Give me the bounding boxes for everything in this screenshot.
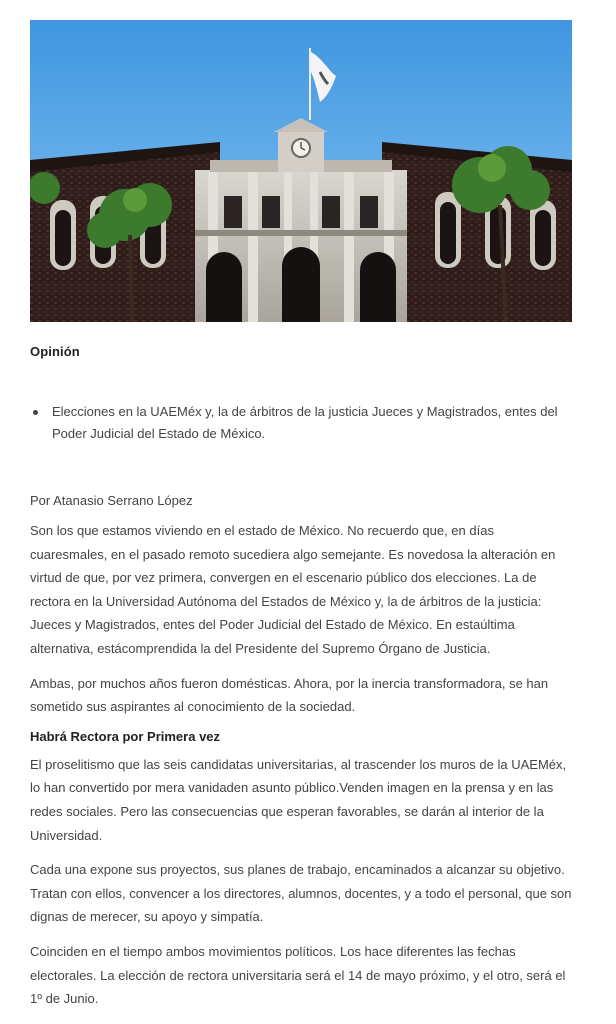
article-summary-bullet: Elecciones en la UAEMéx y, la de árbitros de la justicia Jueces y Magistrados, entes del Poder Judicial del Estado de México.: [30, 401, 572, 445]
article-byline: Por Atanasio Serrano López: [30, 493, 193, 508]
article-subheading: Habrá Rectora por Primera vez: [30, 728, 221, 744]
hero-image-building: [30, 20, 572, 322]
article: [30, 20, 572, 1011]
article-paragraph: Ambas, por muchos años fueron domésticas. Ahora, por la inercia transformadora, se han sometido sus aspirantes al conocimiento de la sociedad.: [30, 675, 549, 715]
article-category[interactable]: Opinión: [30, 344, 80, 359]
article-paragraph: Cada una expone sus proyectos, sus planes de trabajo, encaminados a alcanzar su objetivo. Tratan con ellos, convencer a los directores, alumnos, docentes, y a todo el personal, que son dignas de merecer, su apoyo y simpatía.: [30, 862, 572, 925]
article-paragraph: Son los que estamos viviendo en el estado de México. No recuerdo que, en días cuaresmales, en el pasado remoto sucediera algo semejante. Es novedosa la alteración en virtud de que, por vez primera, convergen en el escenario público dos elecciones. La de rectora en la Universidad Autónoma del Estados de México y, la de árbitros de la justicia: Jueces y Magistrados, entes del Poder Judicial del Estado de México. En estaúltima alternativa, estácomprendida la del Presidente del Supremo Órgano de Justicia.: [30, 523, 556, 656]
building-photo: [30, 20, 572, 322]
article-paragraph: Coinciden en el tiempo ambos movimientos políticos. Los hace diferentes las fechas electorales. La elección de rectora universitaria será el 14 de mayo próximo, y el otro, será el 1º de Junio.: [30, 943, 566, 1007]
article-paragraph: El proselitismo que las seis candidatas universitarias, al trascender los muros de la UAEMéx, lo han convertido por mera vanidaden asunto público.Venden imagen en la prensa y en las redes sociales. Pero las consecuencias que esperan favorables, se darán al interior de la Universidad.: [30, 756, 567, 843]
